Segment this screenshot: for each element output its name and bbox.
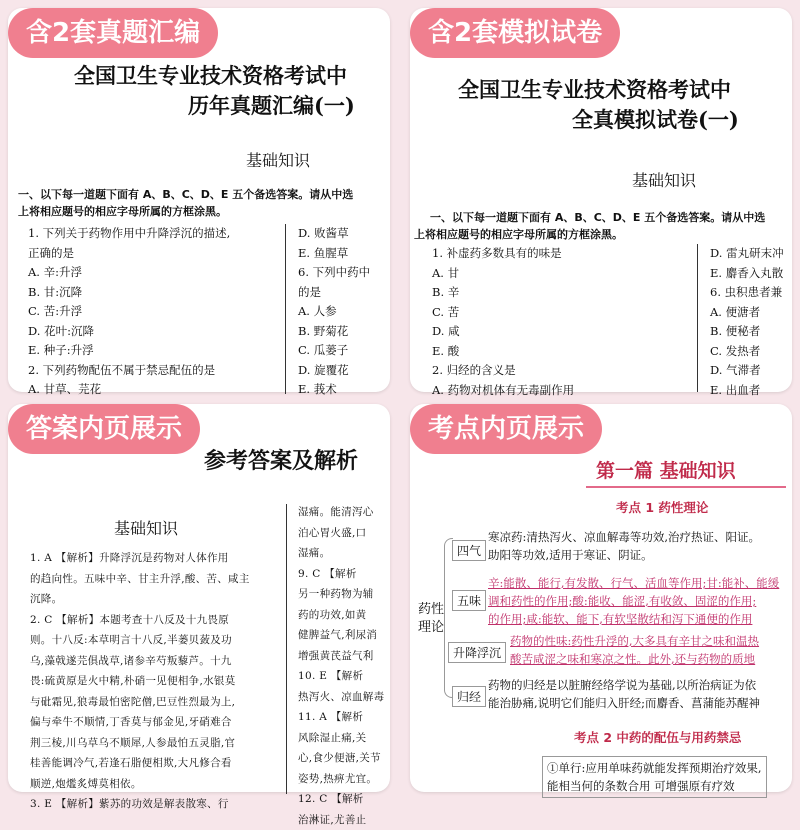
instruction-line1: 一、以下每一道题下面有 A、B、C、D、E 五个备选答案。请从中选 [18,186,353,203]
question-line: D. 败酱草 [298,224,370,244]
question-line: E. 麝香入丸散 [710,264,784,284]
mindmap-node-wuwei: 五味 [452,590,486,611]
question-line: A. 药物对机体有无毒副作用 [432,381,574,401]
question-column-left [432,244,574,400]
answer-line: 风除湿止痛,关 [298,728,384,749]
question-line: 6. 下列中药中 [298,263,370,283]
answer-line: 顺逆,炮爁炙煿莫相依。 [30,774,250,795]
compatibility-text [542,756,767,798]
question-line: A. 甘 [432,264,574,284]
wuwei-text [488,574,779,628]
question-column-right [710,244,784,400]
answer-line: 桂善能调冷气,若逢石脂便相欺,大凡修合看 [30,753,250,774]
key-point-2-heading: 考点 2 中药的配伍与用药禁忌 [574,728,741,746]
section-heading: 基础知识 [632,168,696,191]
mindmap-node-guijing: 归经 [452,686,486,707]
doc-title: 参考答案及解析 [204,444,358,475]
column-divider [697,244,698,392]
question-line: E. 莪术 [298,380,370,400]
answer-line: 的趋向性。五味中辛、甘主升浮,酸、苦、咸主 [30,569,250,590]
answer-line: 心,食少便溏,关节 [298,748,384,769]
answer-line: 湿痛。 [298,543,384,564]
question-line: A. 甘草、芫花 [28,380,230,400]
document-preview [8,404,390,792]
answer-column-right [298,502,384,830]
mindmap-line: 辛:能散、能行,有发散、行气、活血等作用;甘:能补、能缓 [488,574,779,592]
question-line: D. 气滞者 [710,361,784,381]
panel-past-exams [8,8,390,392]
answer-line: 2. C 【解析】本题考查十八反及十九畏原 [30,610,250,631]
answer-line: 乌,藻戟遂芫俱战草,诸参辛芍叛藜芦。十九 [30,651,250,672]
answer-line: 湿痛。能清泻心 [298,502,384,523]
question-line: 正确的是 [28,244,230,264]
answer-line: 则。十八反:本草明言十八反,半蒌贝蔹及功 [30,630,250,651]
answer-line: 泊心胃火盛,口 [298,523,384,544]
answer-line: 偏与牵牛不顺情,丁香莫与郁金见,牙硝难合 [30,712,250,733]
document-preview [8,8,390,392]
answer-line: 1. A 【解析】升降浮沉是药物对人体作用 [30,548,250,569]
answer-line: 另一种药物为辅 [298,584,384,605]
question-line: B. 辛 [432,283,574,303]
question-line: A. 便溏者 [710,303,784,323]
document-preview [410,404,792,792]
answer-line: 治淋证,尤善止 [298,810,384,830]
answer-line: 12. C 【解析 [298,789,384,810]
question-line: E. 酸 [432,342,574,362]
question-line: C. 发热者 [710,342,784,362]
doc-title-line1: 全国卫生专业技术资格考试中 [74,60,347,90]
mindmap-line: 能相当何的条数合用 可增强原有疗效 [547,777,762,795]
question-line: 2. 下列药物配伍不属于禁忌配伍的是 [28,361,230,381]
question-line: D. 花叶:沉降 [28,322,230,342]
question-line: D. 旋覆花 [298,361,370,381]
answer-column-left [30,548,250,815]
answer-line: 9. C 【解析 [298,564,384,585]
doc-title-line2: 历年真题汇编(一) [188,90,355,120]
document-preview [410,8,792,392]
question-line: E. 出血者 [710,381,784,401]
instruction-line2: 上将相应题号的相应字母所属的方框涂黑。 [18,203,227,220]
answer-line: 热泻火、凉血解毒 [298,687,384,708]
answer-line: 沉降。 [30,589,250,610]
question-line: B. 便秘者 [710,322,784,342]
panel-key-points [410,404,792,792]
mindmap-line: ①单行:应用单味药就能发挥预期治疗效果, [547,759,762,777]
section-heading: 基础知识 [114,516,178,539]
question-line: E. 鱼腥草 [298,244,370,264]
section-heading: 基础知识 [246,148,310,171]
answer-line: 药的功效,如黄 [298,605,384,626]
question-line: D. 咸 [432,322,574,342]
column-divider [286,504,287,794]
mindmap-line: 药物的归经是以脏腑经络学说为基础,以所治病证为依 [488,676,760,694]
question-line: B. 野菊花 [298,322,370,342]
answer-line: 11. A 【解析 [298,707,384,728]
mindmap-line: 的作用;咸:能软、能下,有软坚散结和泻下通便的作用 [488,610,779,628]
mindmap-node-shengjiang: 升降浮沉 [448,642,506,663]
answer-line: 增强黄芪益气利 [298,646,384,667]
question-line: A. 辛:升浮 [28,263,230,283]
question-column-right [298,224,370,400]
mindmap-line: 能治胁痛,说明它们能归入肝经;而麝香、菖蒲能苏醒神 [488,694,760,712]
column-divider [285,224,286,394]
label-tag: 含2套真题汇编 [8,8,218,58]
label-tag: 含2套模拟试卷 [410,8,620,58]
chapter-heading: 第一篇 基础知识 [596,456,736,483]
chapter-underline [586,486,786,488]
question-line: C. 苦 [432,303,574,323]
question-line: C. 瓜蒌子 [298,341,370,361]
question-line: B. 甘:沉降 [28,283,230,303]
siqi-text [488,528,760,564]
doc-title-line2: 全真模拟试卷(一) [572,104,739,134]
guijing-text [488,676,760,712]
doc-title-line1: 全国卫生专业技术资格考试中 [458,74,731,104]
answer-line: 10. E 【解析 [298,666,384,687]
answer-line: 健脾益气,利尿消 [298,625,384,646]
label-tag: 答案内页展示 [8,404,200,454]
question-column-left [28,224,230,400]
question-line: C. 苦:升浮 [28,302,230,322]
answer-line: 姿势,热痹尤宜。 [298,769,384,790]
question-line: A. 人参 [298,302,370,322]
label-tag: 考点内页展示 [410,404,602,454]
question-line: 的是 [298,283,370,303]
mindmap-root: 药性理论 [414,600,448,638]
question-line: E. 种子:升浮 [28,341,230,361]
question-line: 6. 虫积患者兼 [710,283,784,303]
answer-line: 3. E 【解析】紫苏的功效是解表散寒、行 [30,794,250,815]
mindmap-brace [444,538,453,698]
mindmap-node-siqi: 四气 [452,540,486,561]
mindmap-line: 助阳等功效,适用于寒证、阴证。 [488,546,760,564]
instruction-line1: 一、以下每一道题下面有 A、B、C、D、E 五个备选答案。请从中选 [430,209,765,226]
mindmap-line: 寒凉药:清热泻火、凉血解毒等功效,治疗热证、阳证。 [488,528,760,546]
mindmap-line: 酸苦咸涩之味和寒凉之性。此外,还与药物的质地 [510,650,759,668]
key-point-1-heading: 考点 1 药性理论 [616,498,708,516]
answer-line: 荆三棱,川乌草乌不顺犀,人参最怕五灵脂,官 [30,733,250,754]
answer-line: 畏:硫黄原是火中精,朴硝一见便相争,水银莫 [30,671,250,692]
mindmap-line: 调和药性的作用;酸:能收、能涩,有收敛、固涩的作用; [488,592,779,610]
question-line: 1. 下列关于药物作用中升降浮沉的描述, [28,224,230,244]
instruction-line2: 上将相应题号的相应字母所属的方框涂黑。 [414,226,623,243]
mindmap-line: 药物的性味:药性升浮的,大多具有辛甘之味和温热 [510,632,759,650]
question-line: 2. 归经的含义是 [432,361,574,381]
answer-line: 与砒霜见,狼毒最怕密陀僧,巴豆性烈最为上, [30,692,250,713]
panel-mock-exams [410,8,792,392]
panel-answers [8,404,390,792]
question-line: 1. 补虚药多数具有的味是 [432,244,574,264]
shengjiang-text [510,632,759,668]
question-line: D. 雷丸研末冲 [710,244,784,264]
